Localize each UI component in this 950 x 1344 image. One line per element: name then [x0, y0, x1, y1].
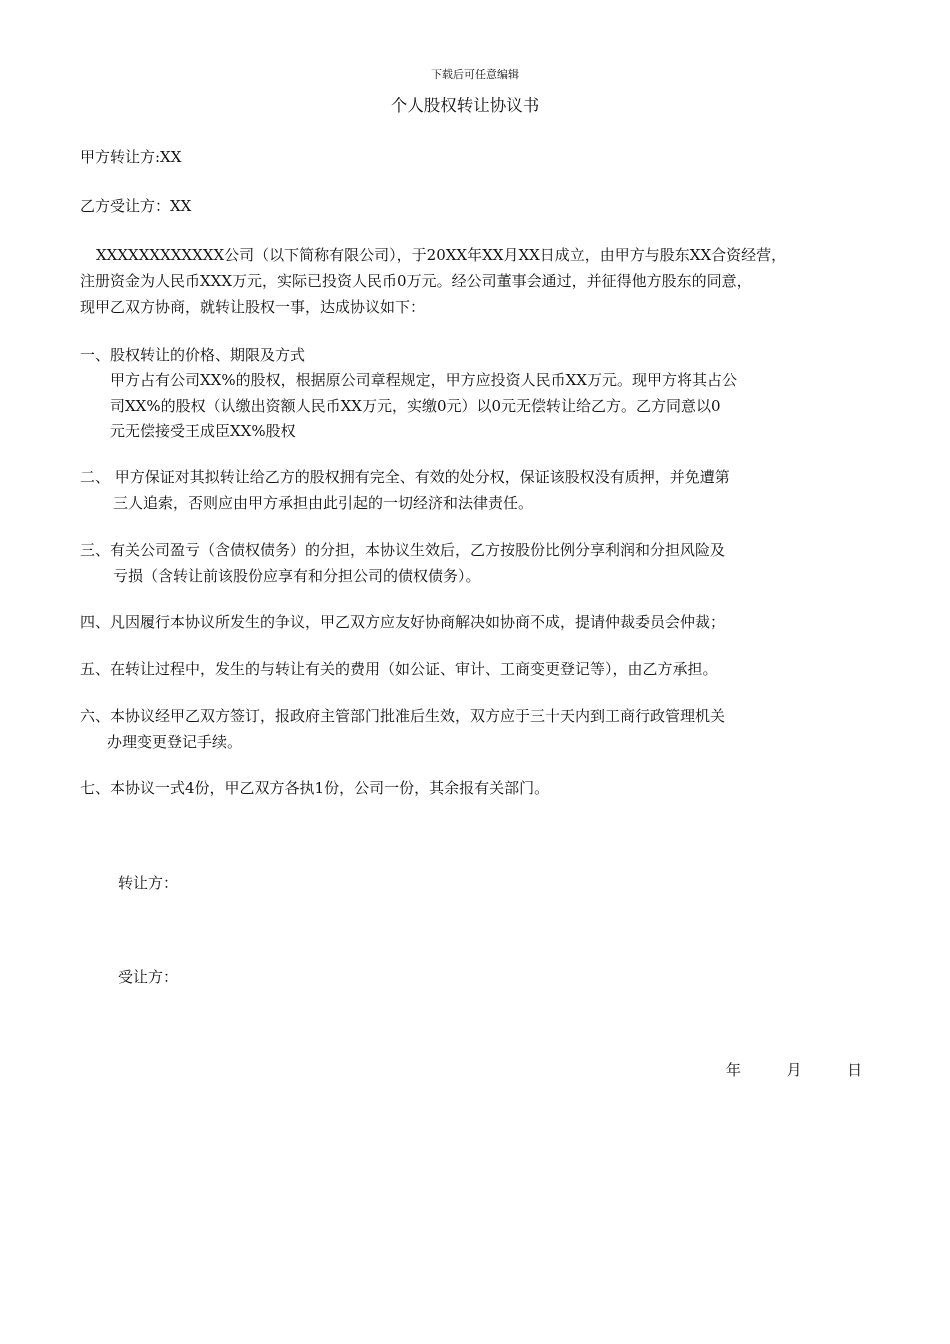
intro-line-3: 现甲乙双方协商，就转让股权一事，达成协议如下：	[80, 298, 426, 316]
intro-line-1: XXXXXXXXXXXX公司（以下简称有限公司），于20XX年XX月XX日成立，由甲方与股东XX合资经营，	[96, 246, 787, 264]
party-a-line: 甲方转让方:XX	[80, 148, 182, 166]
clause-2-line-1: 二、 甲方保证对其拟转让给乙方的股权拥有完全、有效的处分权，保证该股权没有质押，并免遭第	[80, 468, 730, 486]
document-title: 个人股权转让协议书	[390, 96, 540, 115]
clause-3-line-1: 三、有关公司盈亏（含债权债务）的分担，本协议生效后，乙方按股份比例分享利润和分担风险及	[80, 541, 726, 559]
date-year-label: 年	[726, 1061, 742, 1079]
clause-1-line-1: 甲方占有公司XX%的股权，根据原公司章程规定，甲方应投资人民币XX万元。现甲方将其占公	[110, 371, 737, 389]
party-b-line: 乙方受让方：XX	[80, 197, 192, 215]
date-day-label: 日	[847, 1061, 863, 1079]
clause-6-line-2: 办理变更登记手续。	[107, 733, 243, 751]
date-month-label: 月	[786, 1061, 802, 1079]
clause-2-line-2: 三人追索，否则应由甲方承担由此引起的一切经济和法律责任。	[113, 494, 534, 512]
clause-4-line-1: 四、凡因履行本协议所发生的争议，甲乙双方应友好协商解决如协商不成，提请仲裁委员会仲裁；	[80, 613, 726, 631]
clause-1-line-3: 元无偿接受王成臣XX%股权	[110, 422, 296, 440]
clause-3-line-2: 亏损（含转让前该股份应享有和分担公司的债权债务）。	[113, 567, 481, 585]
clause-6-line-1: 六、本协议经甲乙双方签订，报政府主管部门批准后生效，双方应于三十天内到工商行政管理机关	[80, 707, 726, 725]
clause-5-line-1: 五、在转让过程中，发生的与转让有关的费用（如公证、审计、工商变更登记等），由乙方承担。	[80, 660, 718, 678]
date-line	[726, 1057, 862, 1083]
clause-7-line-1: 七、本协议一式4份，甲乙双方各执1份，公司一份，其余报有关部门。	[80, 779, 550, 797]
intro-line-2: 注册资金为人民币XXX万元，实际已投资人民币0万元。经公司董事会通过，并征得他方股东的同意，	[80, 272, 752, 290]
transferee-signature-label: 受让方：	[118, 968, 179, 986]
transferor-signature-label: 转让方：	[118, 874, 179, 892]
clause-1-line-2: 司XX%的股权（认缴出资额人民币XX万元，实缴0元）以0元无偿转让给乙方。乙方同意以0	[110, 397, 721, 415]
clause-1-heading: 一、股权转让的价格、期限及方式	[80, 346, 306, 364]
header-note: 下载后可任意编辑	[431, 68, 519, 81]
